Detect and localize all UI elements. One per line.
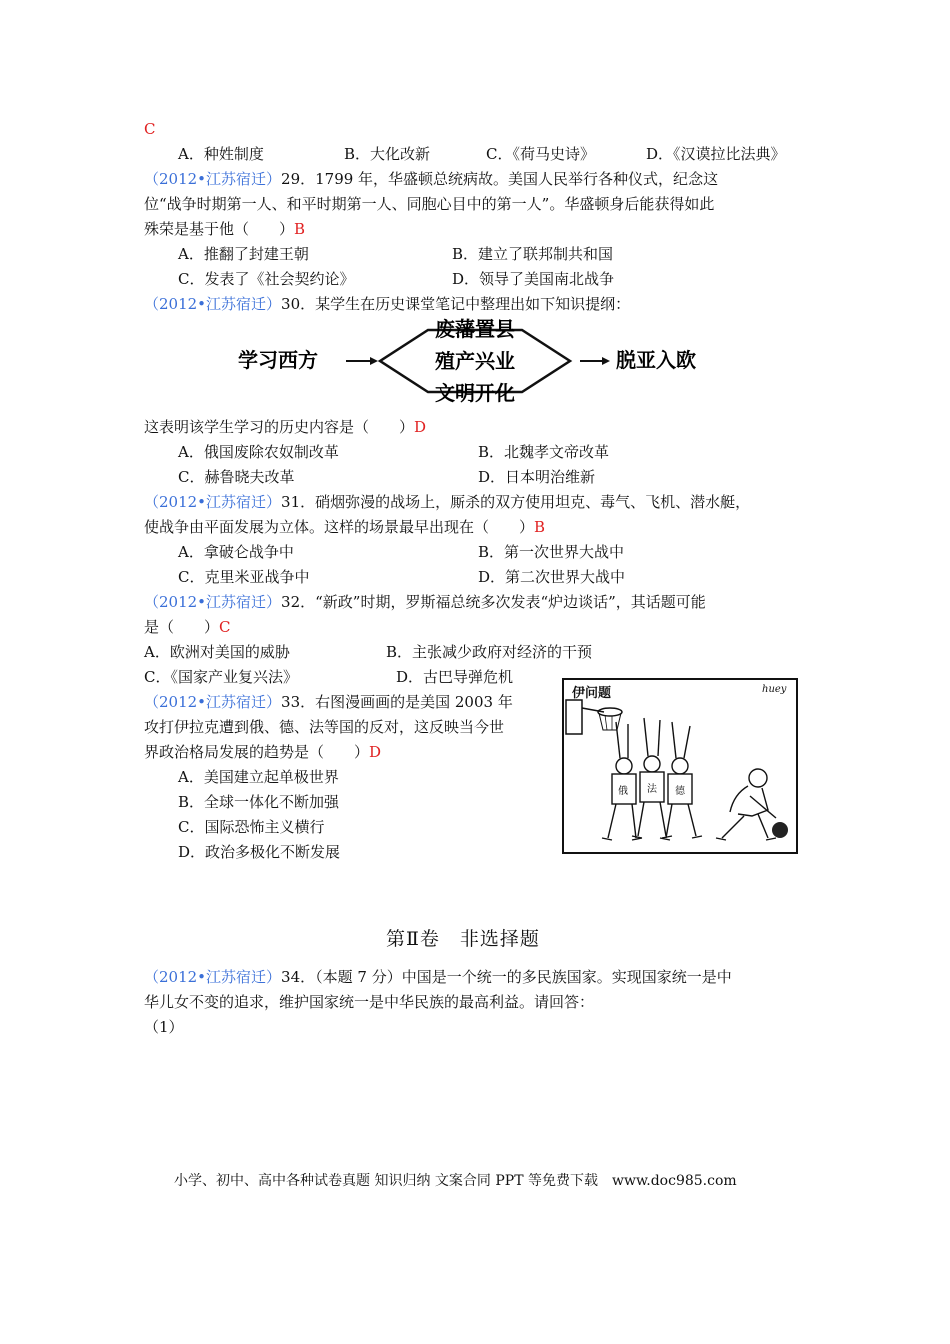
diagram-top-text: 废藩置县 xyxy=(435,317,515,341)
q32-option-a: A．欧洲对美国的威胁 xyxy=(144,643,290,661)
q34-line1: （2012•江苏宿迁）34．（本题 7 分）中国是一个统一的多民族国家。实现国家统一是中 xyxy=(144,968,732,986)
diagram-middle-text: 殖产兴业 xyxy=(435,349,515,373)
diagram-bottom-text: 文明开化 xyxy=(435,381,515,405)
q28-option-b: B．大化改新 xyxy=(344,145,431,163)
q32-answer: C xyxy=(219,618,231,636)
q30-option-a: A．俄国废除农奴制改革 xyxy=(178,443,339,461)
q30-line2: 这表明该学生学习的历史内容是（ ）D xyxy=(144,418,427,436)
diagram-arrowhead-right xyxy=(602,357,610,365)
page-footer: 小学、初中、高中各种试卷真题 知识归纳 文案合同 PPT 等免费下载 www.doc985.com xyxy=(174,1173,737,1189)
q31-option-d: D．第二次世界大战中 xyxy=(478,568,626,586)
q29-answer: B xyxy=(294,220,306,238)
q28-answer: C xyxy=(144,120,156,138)
q32-option-c: C．《国家产业复兴法》 xyxy=(144,668,298,686)
q29-source: （2012•江苏宿迁） xyxy=(144,170,282,188)
q32-option-b: B．主张减少政府对经济的干预 xyxy=(386,643,593,661)
q29-line2: 位“战争时期第一人、和平时期第一人、同胞心目中的第一人”。华盛顿身后能获得如此 xyxy=(144,195,715,213)
q34-line3: （1） xyxy=(144,1018,184,1036)
q32-line1: （2012•江苏宿迁）32．“新政”时期，罗斯福总统多次发表“炉边谈话”，其话题可能 xyxy=(144,593,706,611)
q33-line1: （2012•江苏宿迁）33．右图漫画画的是美国 2003 年 xyxy=(144,693,513,711)
q31-line1: （2012•江苏宿迁）31．硝烟弥漫的战场上，厮杀的双方使用坦克、毒气、飞机、潜水艇， xyxy=(144,493,751,511)
q29-option-b: B．建立了联邦制共和国 xyxy=(452,245,614,263)
section2-title: 第Ⅱ卷 非选择题 xyxy=(386,928,540,950)
q29-option-a: A．推翻了封建王朝 xyxy=(178,245,309,263)
q29-line1: （2012•江苏宿迁）29．1799 年，华盛顿总统病故。美国人民举行各种仪式，纪念这 xyxy=(144,170,719,188)
cartoon-caption: 伊问题 xyxy=(572,686,612,701)
q28-option-a: A．种姓制度 xyxy=(178,145,264,163)
q28-option-d: D．《汉谟拉比法典》 xyxy=(646,145,786,163)
diagram-arrowhead-left xyxy=(370,357,378,365)
q33-option-a: A．美国建立起单极世界 xyxy=(178,768,339,786)
q29-line3: 殊荣是基于他（ ）B xyxy=(144,220,306,238)
q33-line3: 界政治格局发展的趋势是（ ）D xyxy=(144,743,382,761)
q30-source: （2012•江苏宿迁） xyxy=(144,295,282,313)
q32-line2: 是（ ）C xyxy=(144,618,231,636)
q31-option-c: C．克里米亚战争中 xyxy=(178,568,310,586)
q34-line2: 华儿女不变的追求，维护国家统一是中华民族的最高利益。请回答： xyxy=(144,993,595,1011)
q33-line2: 攻打伊拉克遭到俄、德、法等国的反对，这反映当今世 xyxy=(144,718,505,736)
jersey-label-3: 德 xyxy=(675,786,685,797)
q32-option-d: D．古巴导弹危机 xyxy=(396,668,514,686)
q29-option-d: D．领导了美国南北战争 xyxy=(452,270,615,288)
iraq-question-cartoon xyxy=(562,678,798,854)
q30-option-b: B．北魏孝文帝改革 xyxy=(478,443,610,461)
q33-option-b: B．全球一体化不断加强 xyxy=(178,793,340,811)
q33-option-d: D．政治多极化不断发展 xyxy=(178,843,341,861)
q33-option-c: C．国际恐怖主义横行 xyxy=(178,818,325,836)
q31-line2: 使战争由平面发展为立体。这样的场景最早出现在（ ）B xyxy=(144,518,546,536)
q31-answer: B xyxy=(534,518,546,536)
q33-source: （2012•江苏宿迁） xyxy=(144,693,282,711)
q31-option-a: A．拿破仑战争中 xyxy=(178,543,294,561)
diagram-left-text: 学习西方 xyxy=(238,348,318,372)
q31-source: （2012•江苏宿迁） xyxy=(144,493,282,511)
q33-answer: D xyxy=(369,743,382,761)
q30-answer: D xyxy=(414,418,427,436)
cartoon-signature: huey xyxy=(762,684,787,695)
knowledge-outline-diagram xyxy=(230,316,720,406)
q30-option-c: C．赫鲁晓夫改革 xyxy=(178,468,295,486)
q31-option-b: B．第一次世界大战中 xyxy=(478,543,625,561)
q34-source: （2012•江苏宿迁） xyxy=(144,968,282,986)
diagram-right-text: 脱亚入欧 xyxy=(616,348,696,372)
q32-source: （2012•江苏宿迁） xyxy=(144,593,282,611)
q29-option-c: C．发表了《社会契约论》 xyxy=(178,270,355,288)
jersey-label-1: 俄 xyxy=(618,786,628,797)
q30-line1: （2012•江苏宿迁）30．某学生在历史课堂笔记中整理出如下知识提纲： xyxy=(144,295,631,313)
q30-option-d: D．日本明治维新 xyxy=(478,468,596,486)
jersey-label-2: 法 xyxy=(647,784,657,795)
q28-option-c: C．《荷马史诗》 xyxy=(486,145,595,163)
basketball xyxy=(772,822,788,838)
